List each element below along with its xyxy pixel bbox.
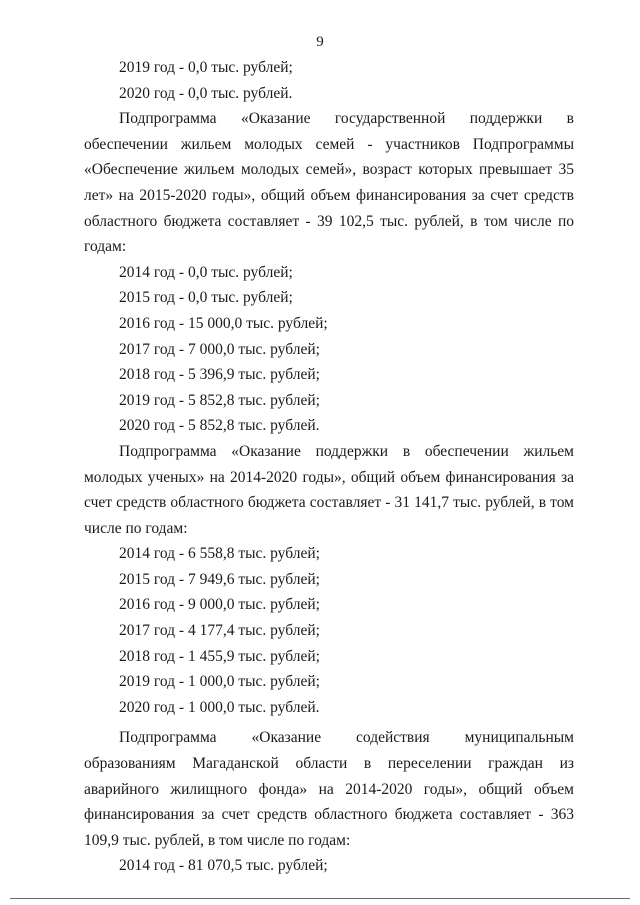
year-line: 2016 год - 15 000,0 тыс. рублей; bbox=[119, 314, 328, 332]
year-line: 2014 год - 6 558,8 тыс. рублей; bbox=[119, 545, 320, 563]
year-line: 2016 год - 9 000,0 тыс. рублей; bbox=[119, 596, 320, 614]
year-line: 2018 год - 1 455,9 тыс. рублей; bbox=[119, 647, 320, 665]
year-line: 2017 год - 4 177,4 тыс. рублей; bbox=[119, 622, 320, 640]
page-number: 9 bbox=[316, 34, 324, 50]
year-line: 2014 год - 0,0 тыс. рублей; bbox=[119, 263, 293, 281]
year-line: 2018 год - 5 396,9 тыс. рублей; bbox=[119, 366, 320, 384]
year-line: 2014 год - 81 070,5 тыс. рублей; bbox=[119, 857, 328, 875]
document-body bbox=[84, 55, 574, 879]
subprogram-paragraph-young-families: Подпрограмма «Оказание государственной поддержки в обеспечении жильем молодых семей - участников Подпрограммы «Обеспечение жильем молодых семей», возраст которых превышает 35 лет» на 2015-2020 годы», общий объем финансирования за счет средств областного бюджета составляет - 39 102,5 тыс. рублей, в том числе по годам: bbox=[84, 110, 574, 256]
year-line: 2015 год - 0,0 тыс. рублей; bbox=[119, 289, 293, 307]
subprogram-paragraph-young-scientists: Подпрограмма «Оказание поддержки в обеспечении жильем молодых ученых» на 2014-2020 годы», общий объем финансирования за счет средств областного бюджета составляет - 31 141,7 тыс. рублей, в том числе по годам: bbox=[84, 442, 574, 537]
year-line: 2020 год - 5 852,8 тыс. рублей. bbox=[119, 417, 320, 435]
year-line: 2015 год - 7 949,6 тыс. рублей; bbox=[119, 570, 320, 588]
year-line: 2019 год - 1 000,0 тыс. рублей; bbox=[119, 673, 320, 691]
year-line: 2019 год - 0,0 тыс. рублей; bbox=[119, 59, 293, 76]
year-line: 2017 год - 7 000,0 тыс. рублей; bbox=[119, 340, 320, 358]
year-line: 2020 год - 1 000,0 тыс. рублей. bbox=[119, 698, 320, 716]
subprogram-paragraph-resettlement: Подпрограмма «Оказание содействия муниципальным образованиям Магаданской области в переселении граждан из аварийного жилищного фонда» на 2014-2020 годы», общий объем финансирования за счет средств областного бюджета составляет - 363 109,9 тыс. рублей, в том числе по годам: bbox=[84, 729, 574, 849]
page-bottom-edge bbox=[10, 898, 630, 899]
year-line: 2019 год - 5 852,8 тыс. рублей; bbox=[119, 391, 320, 409]
year-line: 2020 год - 0,0 тыс. рублей. bbox=[119, 84, 293, 102]
